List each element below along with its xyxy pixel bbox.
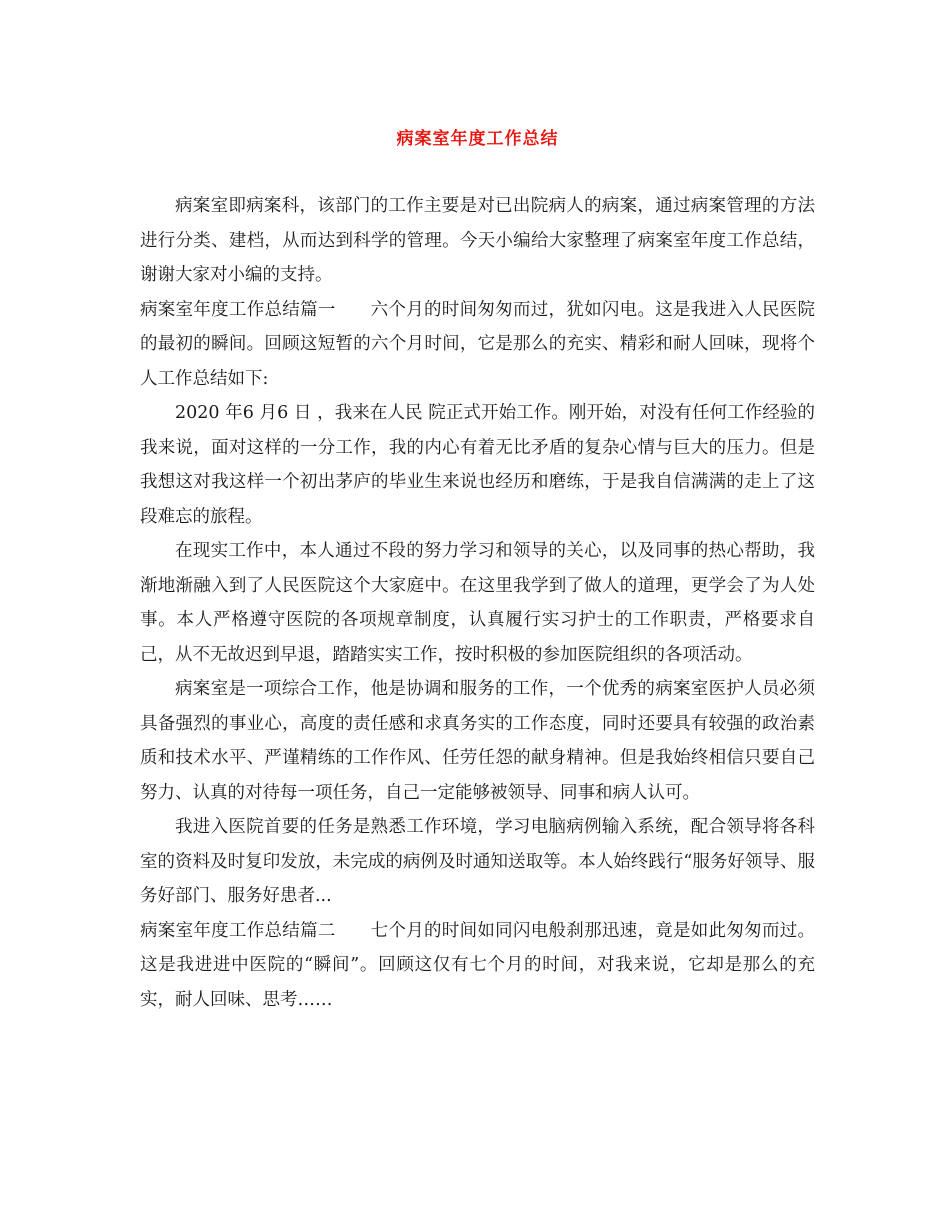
section-2-text: 七个月的时间如同闪电般刹那迅速，竟是如此匆匆而过。这是我进进中医院的“瞬间”。回顾这仅有七个月的时间，对我来说，它却是那么的充实，耐人回味、思考…… — [140, 920, 816, 1010]
section-2-heading: 病案室年度工作总结篇二 — [140, 920, 336, 941]
body-paragraph: 2020 年6 月6 日 ，我来在人民 院正式开始工作。刚开始，对没有任何工作经验的我来说，面对这样的一分工作，我的内心有着无比矛盾的复杂心情与巨大的压力。但是我想这对我这样一个初出茅庐的毕业生来说也经历和磨练，于是我自信满满的走上了这段难忘的旅程。 — [140, 403, 815, 527]
section-1-heading: 病案室年度工作总结篇一 — [140, 299, 336, 320]
section-2-paragraph — [140, 914, 815, 1018]
section-1-text: 六个月的时间匆匆而过，犹如闪电。这是我进入人民医院的最初的瞬间。回顾这短暂的六个月时间，它是那么的充实、精彩和耐人回味，现将个人工作总结如下: — [140, 299, 816, 389]
document-page — [140, 0, 815, 1230]
document-title: 病案室年度工作总结 — [396, 129, 559, 149]
document-body — [140, 189, 815, 1017]
section-1-paragraph — [140, 293, 815, 397]
body-paragraph: 我进入医院首要的任务是熟悉工作环境，学习电脑病例输入系统，配合领导将各科室的资料及时复印发放，未完成的病例及时通知送取等。本人始终践行“服务好领导、服务好部门、服务好患者... — [140, 817, 815, 906]
intro-paragraph: 病案室即病案科，该部门的工作主要是对已出院病人的病案，通过病案管理的方法进行分类、建档，从而达到科学的管理。今天小编给大家整理了病案室年度工作总结，谢谢大家对小编的支持。 — [140, 196, 815, 285]
body-paragraph: 在现实工作中，本人通过不段的努力学习和领导的关心，以及同事的热心帮助，我渐地渐融入到了人民医院这个大家庭中。在这里我学到了做人的道理，更学会了为人处事。本人严格遵守医院的各项规章制度，认真履行实习护士的工作职责，严格要求自己，从不无故迟到早退，踏踏实实工作，按时积极的参加医院组织的各项活动。 — [140, 541, 815, 665]
body-paragraph: 病案室是一项综合工作，他是协调和服务的工作，一个优秀的病案室医护人员必须具备强烈的事业心，高度的责任感和求真务实的工作态度，同时还要具有较强的政治素质和技术水平、严谨精练的工作作风、任劳任怨的献身精神。但是我始终相信只要自己努力、认真的对待每一项任务，自己一定能够被领导、同事和病人认可。 — [140, 679, 815, 803]
